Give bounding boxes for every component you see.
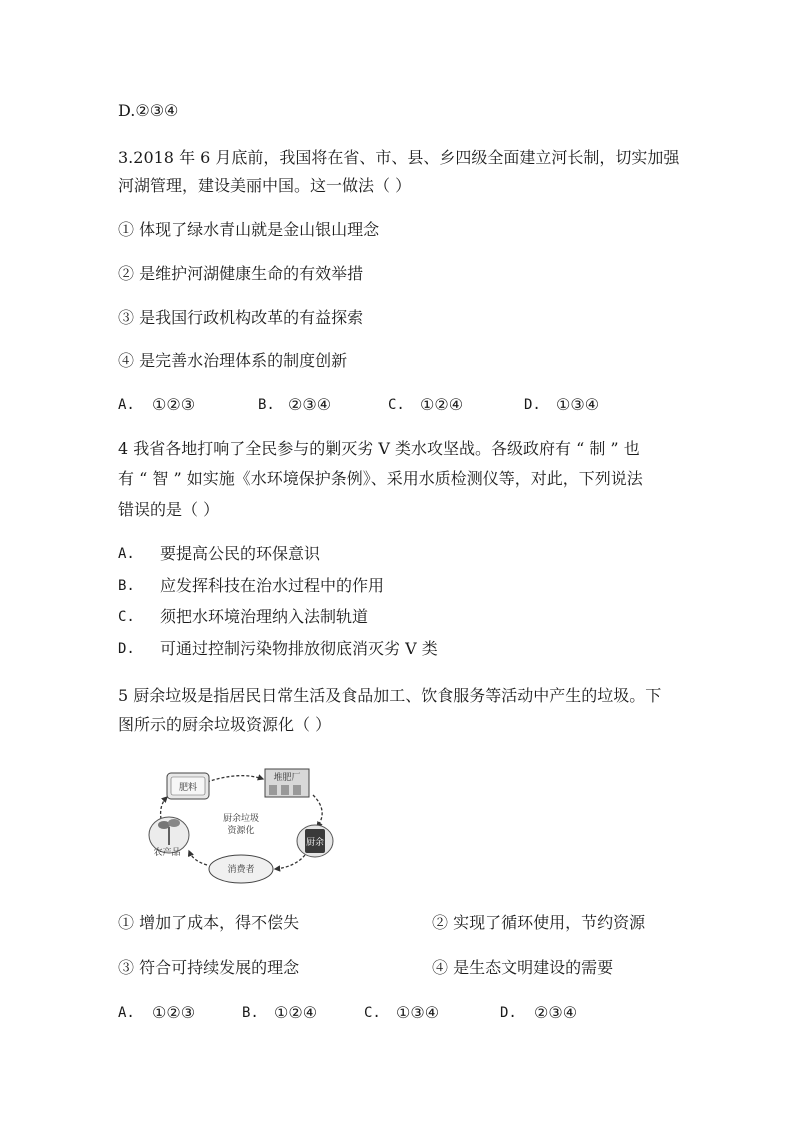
q5-item-4: ④ 是生态文明建设的需要 <box>432 958 614 977</box>
kitchen-waste-bin-icon <box>297 825 333 857</box>
figure-node-fertilizer: 肥料 <box>178 783 198 793</box>
q3-choice-c-label: C. <box>388 397 405 413</box>
figure-node-kitchen: 厨余 <box>305 838 325 848</box>
q4-option-b-text: 应发挥科技在治水过程中的作用 <box>160 576 385 595</box>
q3-choice-c-text: ①②④ <box>420 395 464 414</box>
q4-option-b-label: B. <box>118 578 135 594</box>
q4-option-c-text: 须把水环境治理纳入法制轨道 <box>160 607 369 626</box>
q4-stem-line1: 4 我省各地打响了全民参与的剿灭劣 V 类水攻坚战。各级政府有 “ 制 ” 也 <box>118 439 640 458</box>
q5-choice-d-label: D. <box>500 1005 517 1021</box>
fertilizer-bag-icon <box>167 773 209 799</box>
cycle-arrow-top <box>207 776 263 782</box>
cycle-arrow-left-bottom <box>189 851 207 865</box>
q2-option-d: D.②③④ <box>118 101 179 120</box>
q5-item-1: ① 增加了成本，得不偿失 <box>118 913 300 932</box>
q3-choice-b-label: B. <box>258 397 275 413</box>
q4-stem-line2: 有 “ 智 ” 如实施《水环境保护条例》、采用水质检测仪等，对此，下列说法 <box>118 469 643 488</box>
q3-choice-a-text: ①②③ <box>152 395 196 414</box>
cycle-arrow-left-top <box>161 797 167 819</box>
q5-item-2: ② 实现了循环使用，节约资源 <box>432 913 646 932</box>
q3-choice-a-label: A. <box>118 397 135 413</box>
q3-item-1: ① 体现了绿水青山就是金山银山理念 <box>118 220 380 239</box>
q3-item-2: ② 是维护河湖健康生命的有效举措 <box>118 264 364 283</box>
q4-option-a-label: A. <box>118 546 135 562</box>
q3-item-3: ③ 是我国行政机构改革的有益探索 <box>118 308 364 327</box>
q4-option-d-text: 可通过控制污染物排放彻底消灭劣 V 类 <box>160 639 438 658</box>
q4-stem-line3: 错误的是（ ） <box>118 500 220 519</box>
q3-item-4: ④ 是完善水治理体系的制度创新 <box>118 351 348 370</box>
cycle-arrow-right <box>313 795 322 827</box>
cycle-arrow-bottom <box>275 855 305 869</box>
figure-node-produce: 农产品 <box>153 848 181 858</box>
figure-center-line2: 资源化 <box>227 826 255 836</box>
q3-choice-d-text: ①③④ <box>556 395 600 414</box>
q3-choice-d-label: D. <box>524 397 541 413</box>
figure-node-plant: 堆肥厂 <box>273 773 301 783</box>
plant-icon <box>149 817 189 858</box>
q5-choice-a-text: ①②③ <box>152 1003 196 1022</box>
q5-choice-c-label: C. <box>364 1005 381 1021</box>
recycling-cycle-figure <box>145 765 345 889</box>
q3-stem-line1: 3.2018 年 6 月底前，我国将在省、市、县、乡四级全面建立河长制，切实加强 <box>118 148 680 167</box>
figure-center-line1: 厨余垃圾 <box>222 814 260 824</box>
q5-stem-line1: 5 厨余垃圾是指居民日常生活及食品加工、饮食服务等活动中产生的垃圾。下 <box>118 686 662 705</box>
q4-option-a-text: 要提高公民的环保意识 <box>160 544 321 563</box>
q5-stem-line2: 图所示的厨余垃圾资源化（ ） <box>118 715 332 734</box>
consumer-icon <box>209 855 273 883</box>
q3-choice-b-text: ②③④ <box>288 395 332 414</box>
q4-option-c-label: C. <box>118 609 135 625</box>
q5-choice-c-text: ①③④ <box>396 1003 440 1022</box>
q5-choice-a-label: A. <box>118 1005 135 1021</box>
q5-choice-d-text: ②③④ <box>534 1003 578 1022</box>
q5-item-3: ③ 符合可持续发展的理念 <box>118 958 300 977</box>
q3-stem-line2: 河湖管理，建设美丽中国。这一做法（ ） <box>118 176 412 195</box>
factory-icon <box>265 769 309 797</box>
figure-node-consumer: 消费者 <box>227 865 255 875</box>
q5-choice-b-label: B. <box>242 1005 259 1021</box>
q5-choice-b-text: ①②④ <box>274 1003 318 1022</box>
q4-option-d-label: D. <box>118 641 135 657</box>
